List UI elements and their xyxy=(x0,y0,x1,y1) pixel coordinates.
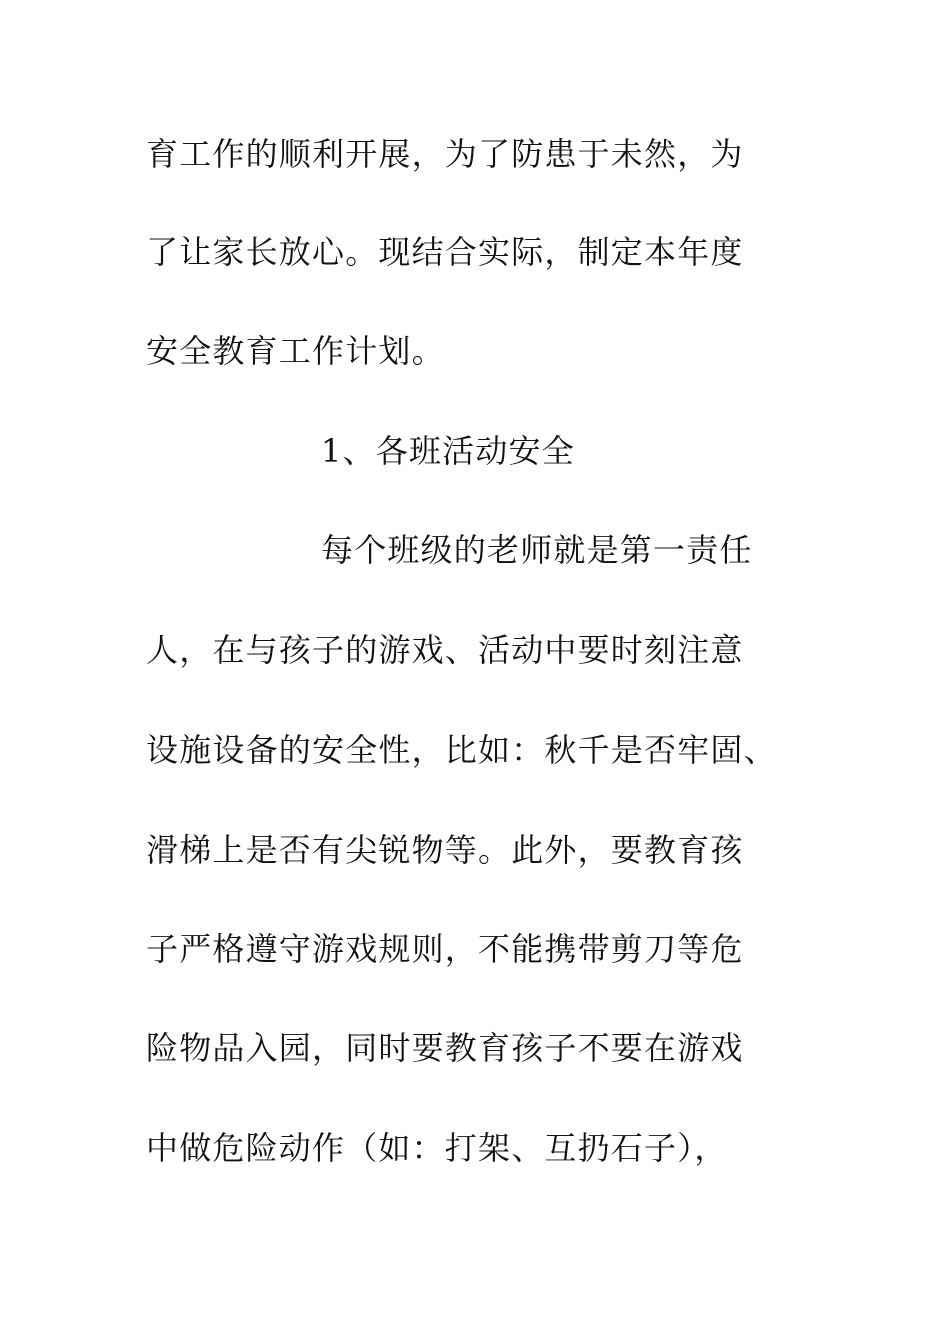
paragraph-line: 每个班级的老师就是第一责任 xyxy=(321,531,753,569)
paragraph-line: 了让家长放心。现结合实际，制定本年度 xyxy=(146,233,744,271)
paragraph-line: 滑梯上是否有尖锐物等。此外，要教育孩 xyxy=(146,831,744,869)
paragraph-line: 人，在与孩子的游戏、活动中要时刻注意 xyxy=(146,631,744,669)
paragraph-line: 设施设备的安全性，比如：秋千是否牢固、 xyxy=(146,731,777,769)
section-heading: 1、各班活动安全 xyxy=(321,432,575,470)
paragraph-line: 险物品入园，同时要教育孩子不要在游戏 xyxy=(146,1029,744,1067)
paragraph-line: 中做危险动作（如：打架、互扔石子）， xyxy=(146,1129,728,1167)
paragraph-line: 育工作的顺利开展，为了防患于未然，为 xyxy=(146,135,744,173)
paragraph-line: 子严格遵守游戏规则，不能携带剪刀等危 xyxy=(146,930,744,968)
paragraph-line: 安全教育工作计划。 xyxy=(146,332,445,370)
